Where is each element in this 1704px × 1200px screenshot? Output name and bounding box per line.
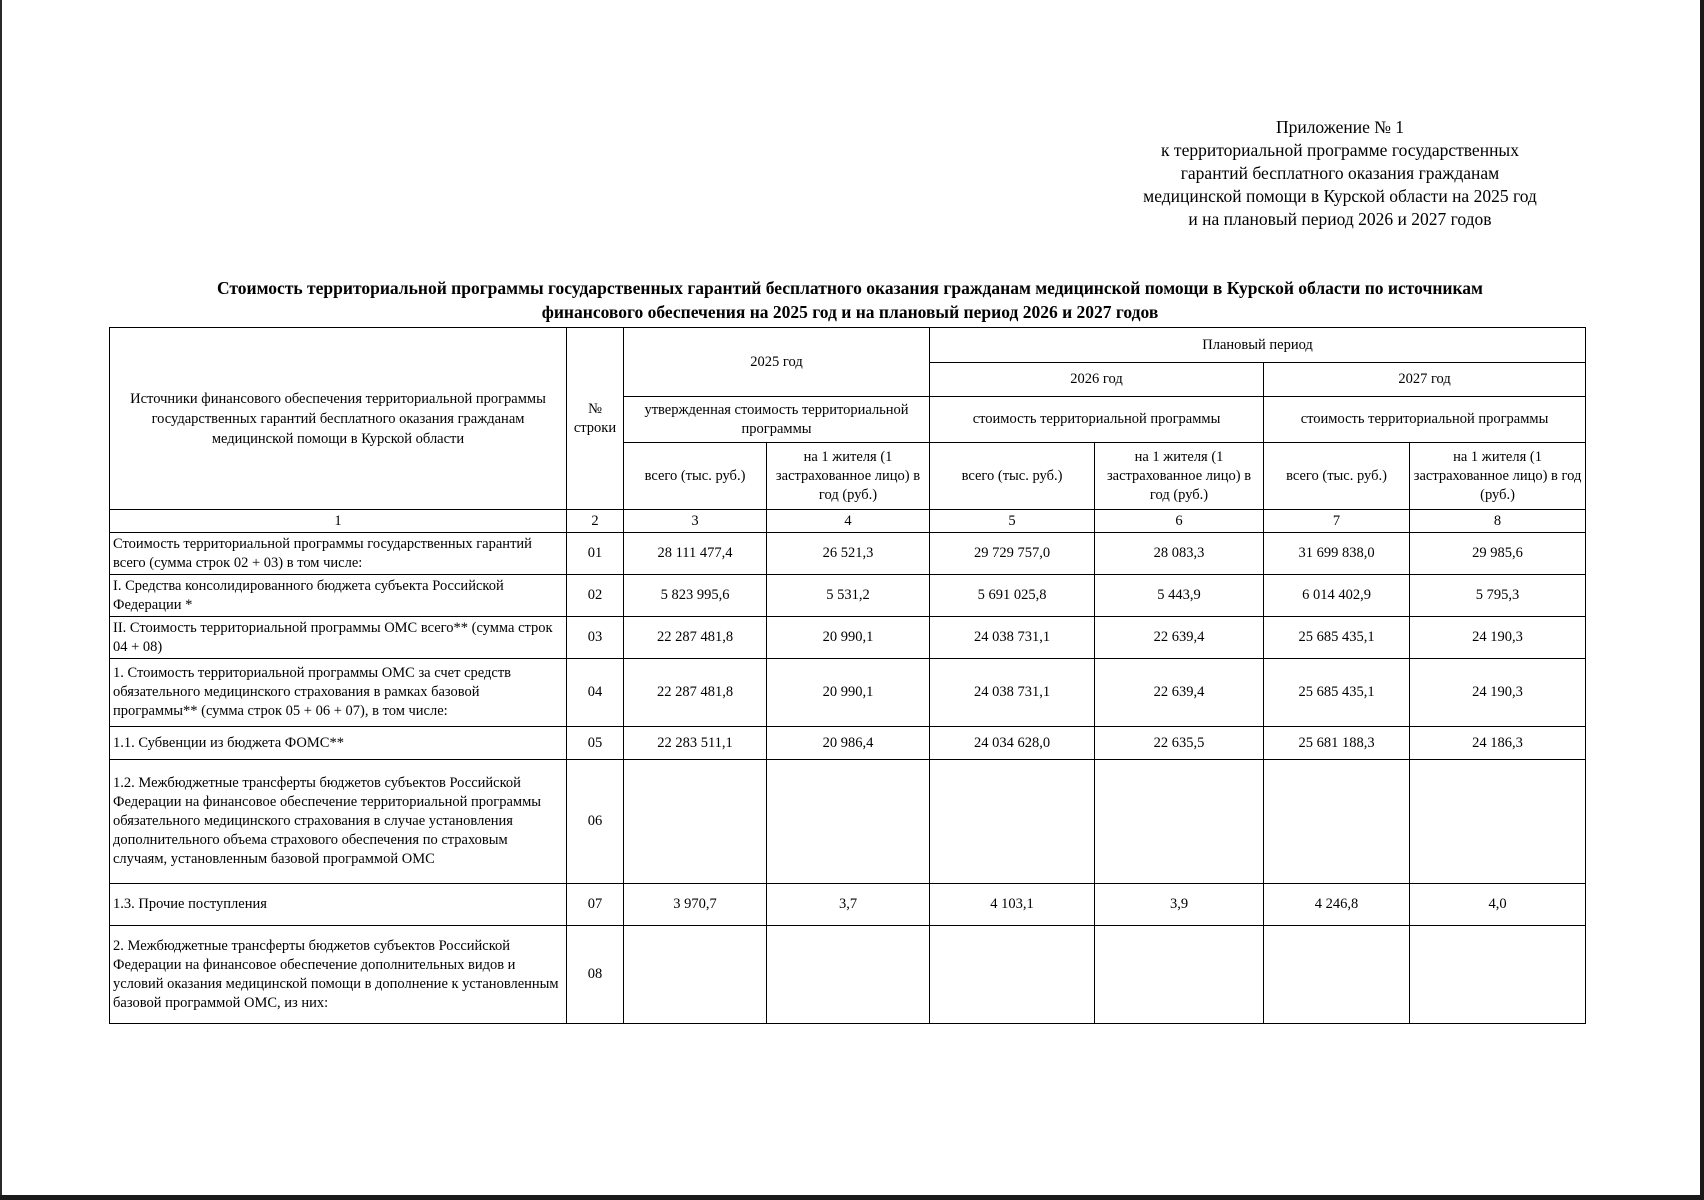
row-label: II. Стоимость территориальной программы ОМС всего** (сумма строк 04 + 08) <box>110 617 567 659</box>
value-cell: 29 729 757,0 <box>930 533 1095 575</box>
value-cell <box>1410 926 1586 1024</box>
table-row <box>110 760 1586 884</box>
header-cost-2026: стоимость территориальной программы <box>930 397 1264 443</box>
row-label: 2. Межбюджетные трансферты бюджетов субъектов Российской Федерации на финансовое обеспечение дополнительных видов и условий оказания медицинской помощи в дополнение к установленным базовой программой ОМС, из них: <box>110 926 567 1024</box>
value-cell: 4 246,8 <box>1264 884 1410 926</box>
value-cell: 25 685 435,1 <box>1264 617 1410 659</box>
header-source: Источники финансового обеспечения территориальной программы государственных гарантий бесплатного оказания гражданам медицинской помощи в Курской области <box>110 328 567 510</box>
table-row <box>110 727 1586 760</box>
appendix-note <box>1080 116 1600 231</box>
value-cell: 3,9 <box>1095 884 1264 926</box>
row-number: 05 <box>567 727 624 760</box>
column-number: 8 <box>1410 510 1586 533</box>
table-row <box>110 533 1586 575</box>
row-label: 1.2. Межбюджетные трансферты бюджетов субъектов Российской Федерации на финансовое обеспечение территориальной программы обязательного медицинского страхования в случае установления дополнительного объема страхового обеспечения по страховым случаям, установленным базовой программой ОМС <box>110 760 567 884</box>
value-cell: 20 990,1 <box>767 659 930 727</box>
value-cell <box>1264 926 1410 1024</box>
value-cell: 22 287 481,8 <box>624 617 767 659</box>
cost-table <box>109 327 1586 1024</box>
row-number: 07 <box>567 884 624 926</box>
value-cell: 6 014 402,9 <box>1264 575 1410 617</box>
row-number: 03 <box>567 617 624 659</box>
value-cell: 22 639,4 <box>1095 617 1264 659</box>
value-cell: 24 190,3 <box>1410 617 1586 659</box>
column-number: 2 <box>567 510 624 533</box>
row-number: 01 <box>567 533 624 575</box>
table-row <box>110 926 1586 1024</box>
page-edge-bottom <box>0 1195 1704 1200</box>
row-label: 1.3. Прочие поступления <box>110 884 567 926</box>
value-cell <box>1410 760 1586 884</box>
appendix-line: Приложение № 1 <box>1275 117 1405 137</box>
table-row <box>110 884 1586 926</box>
value-cell: 31 699 838,0 <box>1264 533 1410 575</box>
page-edge-left <box>0 0 2 1200</box>
value-cell: 24 190,3 <box>1410 659 1586 727</box>
value-cell: 4,0 <box>1410 884 1586 926</box>
value-cell: 3 970,7 <box>624 884 767 926</box>
value-cell: 4 103,1 <box>930 884 1095 926</box>
header-year-2026: 2026 год <box>930 363 1264 397</box>
column-number: 6 <box>1095 510 1264 533</box>
row-number: 04 <box>567 659 624 727</box>
row-number: 06 <box>567 760 624 884</box>
header-cost-2027: стоимость территориальной программы <box>1264 397 1586 443</box>
value-cell <box>1264 760 1410 884</box>
column-number: 5 <box>930 510 1095 533</box>
document-title <box>110 276 1590 324</box>
appendix-line: гарантий бесплатного оказания гражданам <box>1180 163 1500 183</box>
document-title-line-2: финансового обеспечения на 2025 год и на плановый период 2026 и 2027 годов <box>541 302 1159 322</box>
value-cell: 26 521,3 <box>767 533 930 575</box>
column-number: 4 <box>767 510 930 533</box>
header-approved-cost: утвержденная стоимость территориальной программы <box>624 397 930 443</box>
header-row-number: № строки <box>567 328 624 510</box>
value-cell <box>767 926 930 1024</box>
header-year-2025: 2025 год <box>624 328 930 397</box>
row-label: Стоимость территориальной программы государственных гарантий всего (сумма строк 02 + 03) в том числе: <box>110 533 567 575</box>
value-cell: 29 985,6 <box>1410 533 1586 575</box>
header-year-2027: 2027 год <box>1264 363 1586 397</box>
value-cell: 28 083,3 <box>1095 533 1264 575</box>
column-number: 1 <box>110 510 567 533</box>
value-cell: 5 443,9 <box>1095 575 1264 617</box>
header-per-resident-2027: на 1 жителя (1 застрахованное лицо) в год (руб.) <box>1410 443 1586 510</box>
value-cell <box>624 760 767 884</box>
value-cell: 25 685 435,1 <box>1264 659 1410 727</box>
value-cell: 3,7 <box>767 884 930 926</box>
header-per-resident-2025: на 1 жителя (1 застрахованное лицо) в год (руб.) <box>767 443 930 510</box>
value-cell: 20 986,4 <box>767 727 930 760</box>
value-cell <box>767 760 930 884</box>
value-cell: 24 034 628,0 <box>930 727 1095 760</box>
value-cell: 22 283 511,1 <box>624 727 767 760</box>
appendix-line: медицинской помощи в Курской области на 2025 год <box>1143 186 1537 206</box>
value-cell: 24 186,3 <box>1410 727 1586 760</box>
value-cell: 28 111 477,4 <box>624 533 767 575</box>
value-cell <box>930 926 1095 1024</box>
row-label: 1.1. Субвенции из бюджета ФОМС** <box>110 727 567 760</box>
column-number: 3 <box>624 510 767 533</box>
value-cell: 5 531,2 <box>767 575 930 617</box>
row-label: I. Средства консолидированного бюджета субъекта Российской Федерации * <box>110 575 567 617</box>
value-cell <box>1095 926 1264 1024</box>
header-total-2026: всего (тыс. руб.) <box>930 443 1095 510</box>
value-cell: 20 990,1 <box>767 617 930 659</box>
row-label: 1. Стоимость территориальной программы ОМС за счет средств обязательного медицинского страхования в рамках базовой программы** (сумма строк 05 + 06 + 07), в том числе: <box>110 659 567 727</box>
value-cell: 5 795,3 <box>1410 575 1586 617</box>
value-cell: 22 639,4 <box>1095 659 1264 727</box>
value-cell: 5 691 025,8 <box>930 575 1095 617</box>
value-cell <box>1095 760 1264 884</box>
header-total-2027: всего (тыс. руб.) <box>1264 443 1410 510</box>
value-cell: 22 287 481,8 <box>624 659 767 727</box>
appendix-line: и на плановый период 2026 и 2027 годов <box>1188 209 1492 229</box>
table-row <box>110 659 1586 727</box>
header-planned-period: Плановый период <box>930 328 1586 363</box>
row-number: 08 <box>567 926 624 1024</box>
header-total-2025: всего (тыс. руб.) <box>624 443 767 510</box>
value-cell: 24 038 731,1 <box>930 617 1095 659</box>
column-number: 7 <box>1264 510 1410 533</box>
value-cell: 25 681 188,3 <box>1264 727 1410 760</box>
table-row <box>110 575 1586 617</box>
header-per-resident-2026: на 1 жителя (1 застрахованное лицо) в год (руб.) <box>1095 443 1264 510</box>
value-cell <box>624 926 767 1024</box>
table-row <box>110 617 1586 659</box>
document-title-line-1: Стоимость территориальной программы государственных гарантий бесплатного оказания гражданам медицинской помощи в Курской области по источникам <box>217 278 1483 298</box>
row-number: 02 <box>567 575 624 617</box>
value-cell <box>930 760 1095 884</box>
value-cell: 24 038 731,1 <box>930 659 1095 727</box>
appendix-line: к территориальной программе государственных <box>1161 140 1519 160</box>
value-cell: 5 823 995,6 <box>624 575 767 617</box>
value-cell: 22 635,5 <box>1095 727 1264 760</box>
page-edge-right <box>1700 0 1704 1200</box>
